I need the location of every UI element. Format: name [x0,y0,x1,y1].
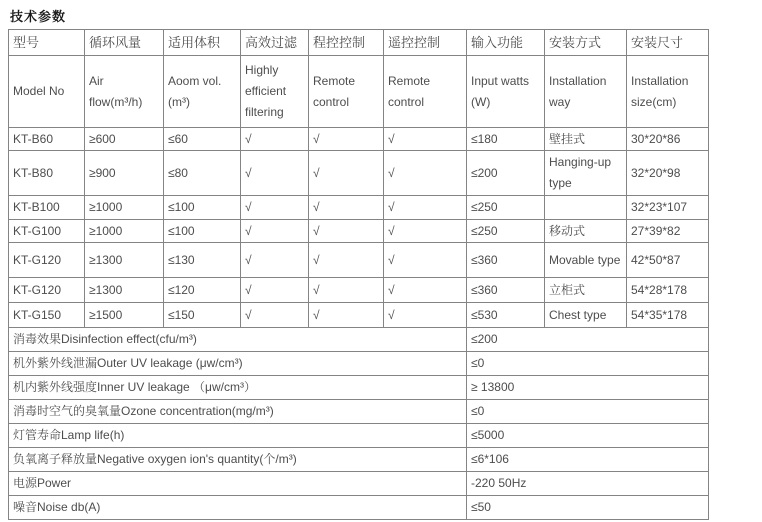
spec-value: -220 50Hz [467,472,709,496]
checkmark-cell: √ [241,128,309,151]
data-cell: ≥1300 [85,243,164,278]
spec-value: ≤6*106 [467,448,709,472]
table-row-spec [9,400,709,424]
data-cell: 54*35*178 [627,303,709,328]
checkmark-cell: √ [384,303,467,328]
column-header-cn-2: 适用体积 [164,30,241,56]
column-header-en-6: Input watts (W) [467,56,545,128]
column-header-cn-3: 高效过滤 [241,30,309,56]
column-header-cn-4: 程控控制 [309,30,384,56]
table-row-spec [9,424,709,448]
data-cell: 32*23*107 [627,196,709,220]
data-cell: ≥600 [85,128,164,151]
column-header-en-1: Air flow(m³/h) [85,56,164,128]
table-body [9,128,709,520]
model-cell: KT-B60 [9,128,85,151]
data-cell: ≥1500 [85,303,164,328]
section-title: 技术参数 [10,9,67,24]
table-row-model [9,303,709,328]
data-cell: ≤100 [164,196,241,220]
table-row-spec [9,328,709,352]
model-cell: KT-G120 [9,278,85,303]
checkmark-cell: √ [241,278,309,303]
data-cell: ≥1300 [85,278,164,303]
spec-value: ≥ 13800 [467,376,709,400]
model-cell: KT-G100 [9,220,85,243]
column-header-en-8: Installation size(cm) [627,56,709,128]
column-header-en-7: Installation way [545,56,627,128]
checkmark-cell: √ [309,196,384,220]
data-cell: ≤530 [467,303,545,328]
spec-label: 噪音Noise db(A) [9,496,467,520]
header-row-cn [9,30,709,56]
checkmark-cell: √ [384,151,467,196]
spec-value: ≤0 [467,400,709,424]
column-header-cn-0: 型号 [9,30,85,56]
table-row-model [9,196,709,220]
table-row-spec [9,352,709,376]
table-row-model [9,128,709,151]
data-cell: ≤180 [467,128,545,151]
column-header-en-2: Aoom vol. (m³) [164,56,241,128]
data-cell: ≤150 [164,303,241,328]
data-cell: ≤100 [164,220,241,243]
checkmark-cell: √ [384,220,467,243]
data-cell: 移动式 [545,220,627,243]
column-header-en-5: Remote control [384,56,467,128]
data-cell: ≥1000 [85,220,164,243]
data-cell: ≤80 [164,151,241,196]
data-cell: 壁挂式 [545,128,627,151]
spec-label: 负氧离子释放量Negative oxygen ion's quantity(个/m³) [9,448,467,472]
table-row-spec [9,472,709,496]
table-row-model [9,243,709,278]
checkmark-cell: √ [384,128,467,151]
data-cell: Hanging-up type [545,151,627,196]
spec-value: ≤50 [467,496,709,520]
checkmark-cell: √ [384,278,467,303]
column-header-en-0: Model No [9,56,85,128]
column-header-en-4: Remote control [309,56,384,128]
spec-label: 灯管寿命Lamp life(h) [9,424,467,448]
table-row-spec [9,376,709,400]
spec-label: 消毒效果Disinfection effect(cfu/m³) [9,328,467,352]
specs-table [8,29,709,520]
data-cell: ≥1000 [85,196,164,220]
spec-label: 消毒时空气的臭氧量Ozone concentration(mg/m³) [9,400,467,424]
checkmark-cell: √ [309,303,384,328]
spec-value: ≤0 [467,352,709,376]
data-cell: 54*28*178 [627,278,709,303]
spec-value: ≤200 [467,328,709,352]
column-header-cn-8: 安装尺寸 [627,30,709,56]
data-cell: ≥900 [85,151,164,196]
checkmark-cell: √ [241,196,309,220]
data-cell: Chest type [545,303,627,328]
header-row-en [9,56,709,128]
column-header-en-3: Highly efficient filtering [241,56,309,128]
column-header-cn-7: 安装方式 [545,30,627,56]
table-row-model [9,151,709,196]
model-cell: KT-B100 [9,196,85,220]
table-head [9,30,709,128]
model-cell: KT-B80 [9,151,85,196]
data-cell: 42*50*87 [627,243,709,278]
data-cell: 32*20*98 [627,151,709,196]
table-row-model [9,220,709,243]
column-header-cn-6: 输入功能 [467,30,545,56]
spec-label: 机外紫外线泄漏Outer UV leakage (μw/cm³) [9,352,467,376]
data-cell: 27*39*82 [627,220,709,243]
spec-value: ≤5000 [467,424,709,448]
checkmark-cell: √ [309,220,384,243]
data-cell [545,196,627,220]
checkmark-cell: √ [384,243,467,278]
data-cell: ≤250 [467,220,545,243]
spec-label: 电源Power [9,472,467,496]
table-row-spec [9,448,709,472]
data-cell: Movable type [545,243,627,278]
checkmark-cell: √ [241,243,309,278]
data-cell: 立柜式 [545,278,627,303]
data-cell: ≤200 [467,151,545,196]
column-header-cn-1: 循环风量 [85,30,164,56]
data-cell: ≤360 [467,278,545,303]
model-cell: KT-G150 [9,303,85,328]
data-cell: ≤120 [164,278,241,303]
spec-label: 机内紫外线强度Inner UV leakage （μw/cm³） [9,376,467,400]
data-cell: ≤60 [164,128,241,151]
checkmark-cell: √ [309,128,384,151]
data-cell: ≤360 [467,243,545,278]
checkmark-cell: √ [309,151,384,196]
checkmark-cell: √ [309,278,384,303]
data-cell: ≤130 [164,243,241,278]
checkmark-cell: √ [241,151,309,196]
data-cell: ≤250 [467,196,545,220]
checkmark-cell: √ [309,243,384,278]
checkmark-cell: √ [241,303,309,328]
column-header-cn-5: 遥控控制 [384,30,467,56]
data-cell: 30*20*86 [627,128,709,151]
model-cell: KT-G120 [9,243,85,278]
checkmark-cell: √ [241,220,309,243]
table-row-model [9,278,709,303]
checkmark-cell: √ [384,196,467,220]
